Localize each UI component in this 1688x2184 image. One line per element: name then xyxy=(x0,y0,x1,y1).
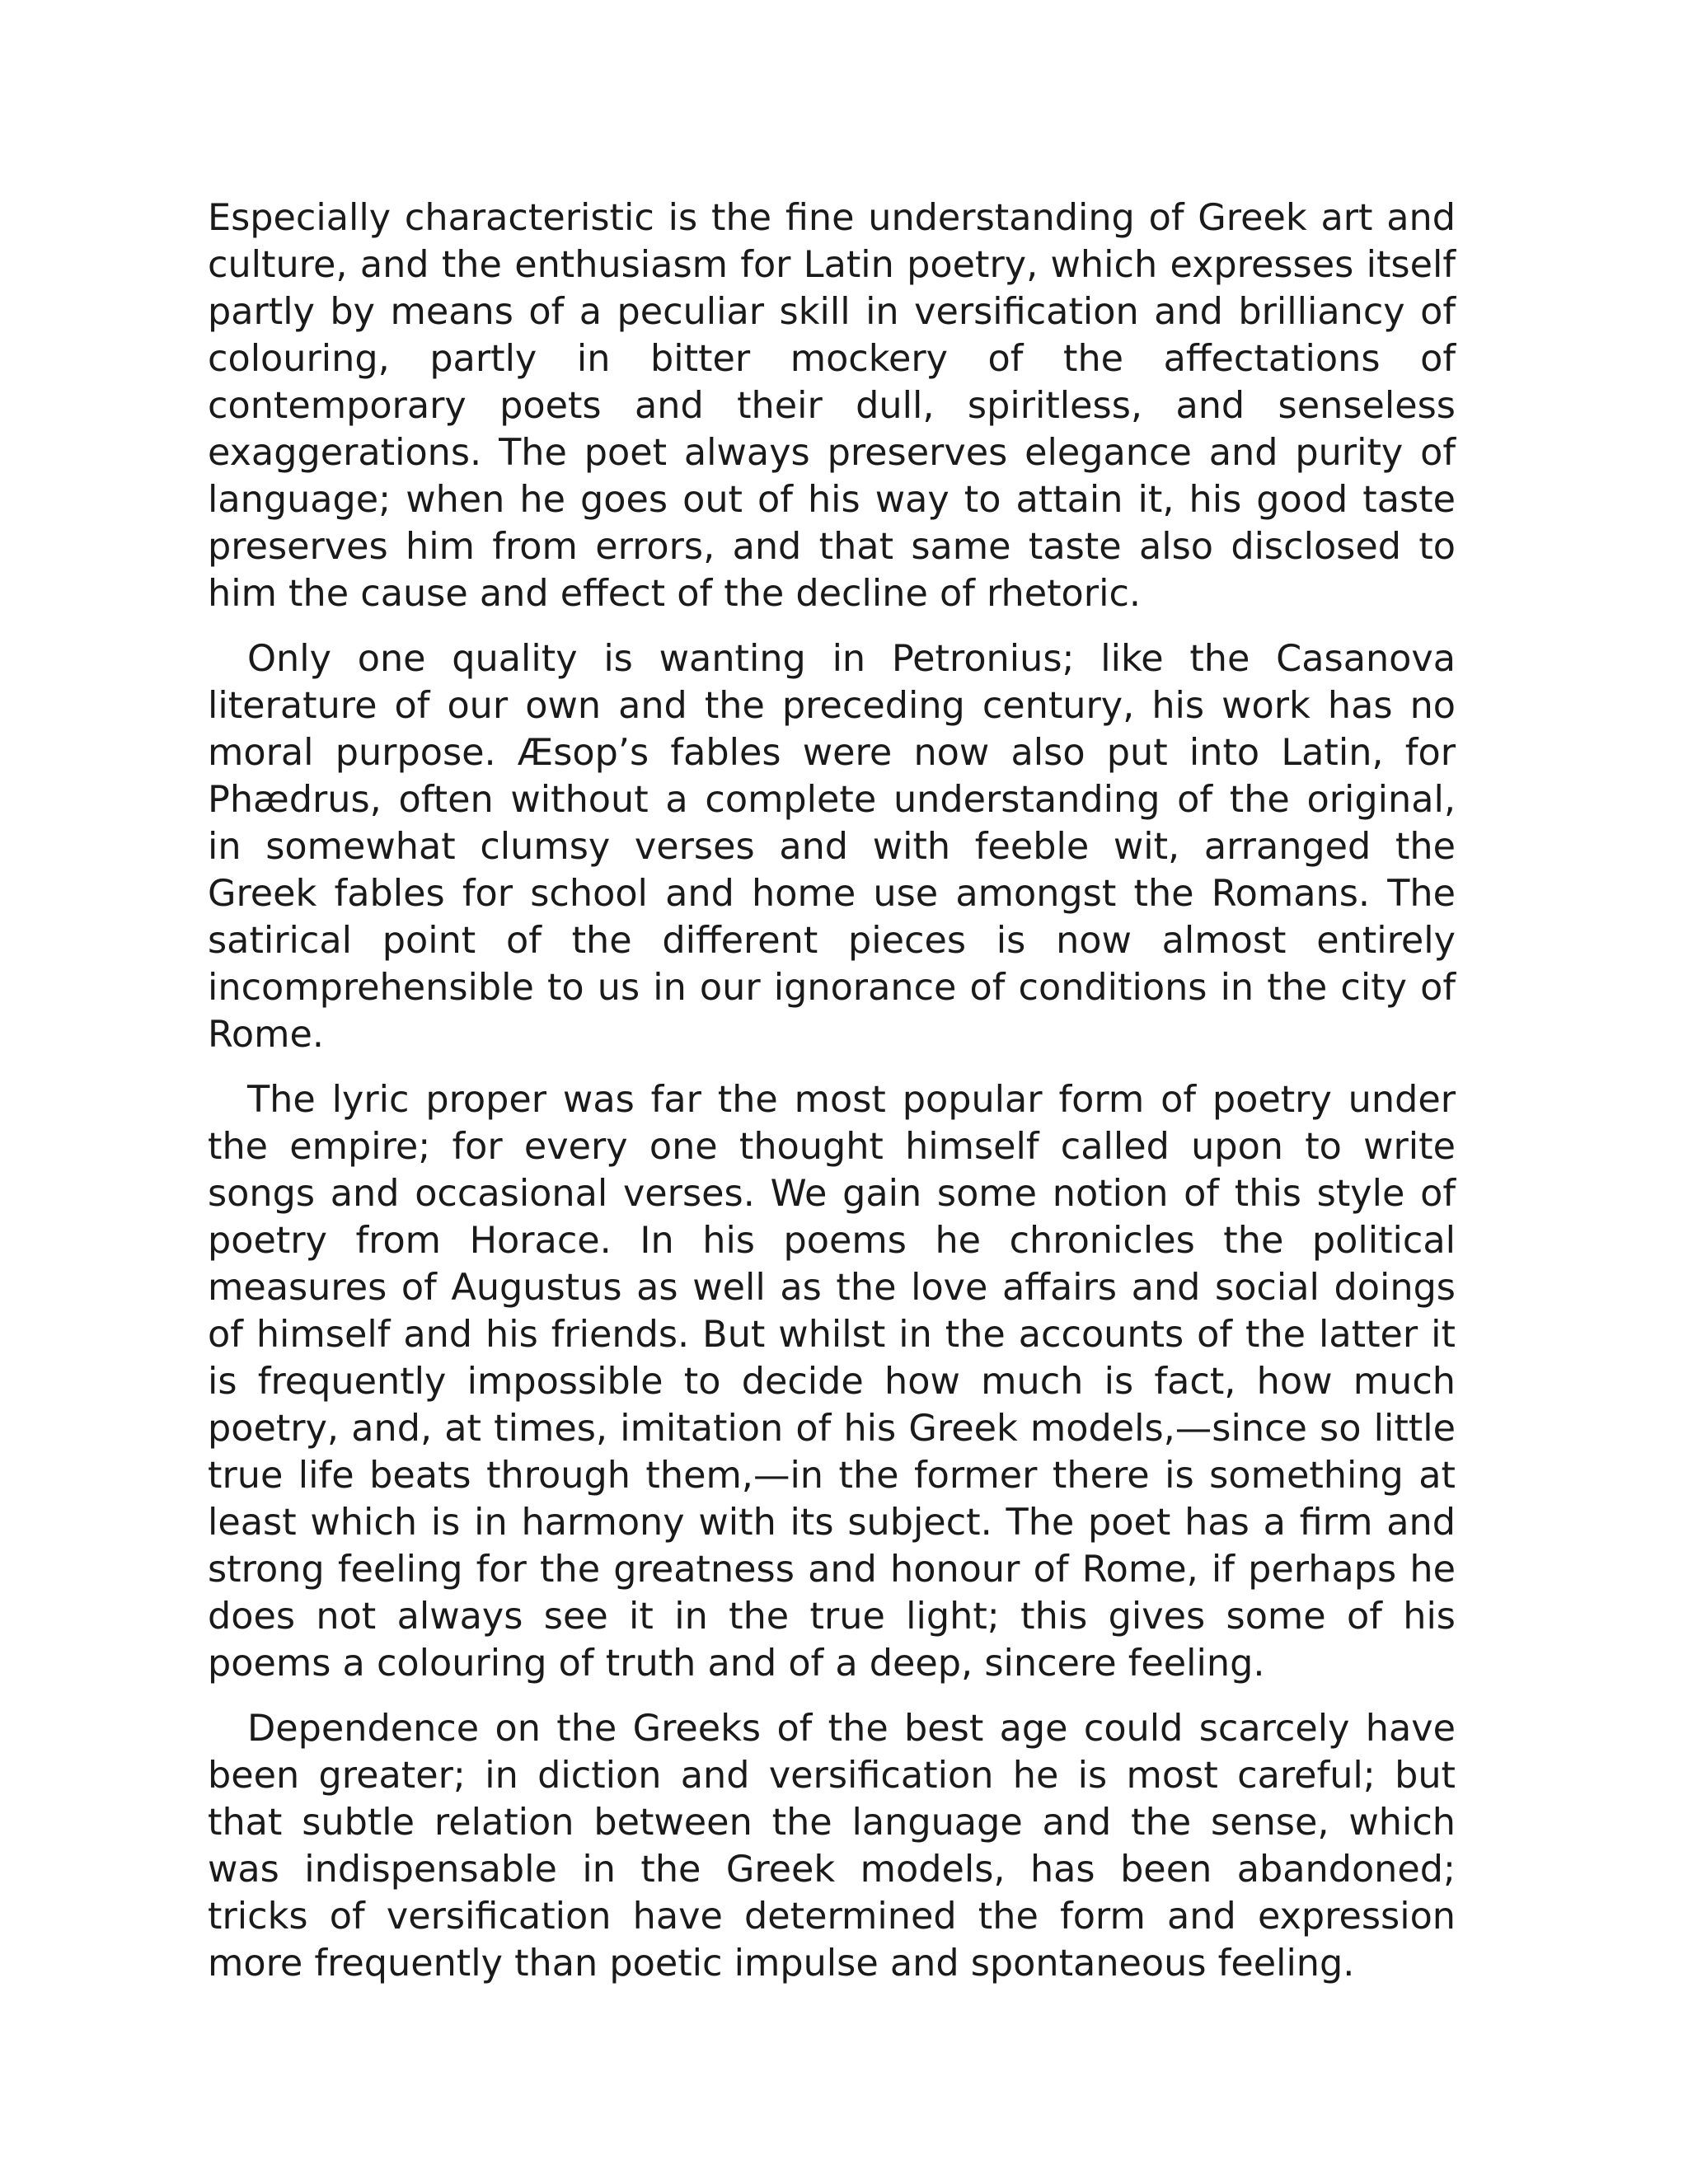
paragraph-2: Only one quality is wanting in Petronius; like the Casanova literature of our own and the preceding century, his work has no moral purpose. Æsop’s fables were now also put into Latin, for Phædrus, often without a complete understanding of the original, in somewhat clumsy verses and with feeble wit, arranged the Greek fables for school and home use amongst the Romans. The satirical point of the different pieces is now almost entirely incomprehensible to us in our ignorance of conditions in the city of Rome. xyxy=(208,638,1456,1056)
paragraph-4: Dependence on the Greeks of the best age could scarcely have been greater; in diction and versification he is most careful; but that subtle relation between the language and the sense, which was indispensable in the Greek models, has been abandoned; tricks of versification have determined the form and expression more frequently than poetic impulse and spontaneous feeling. xyxy=(208,1708,1456,1985)
paragraph-3: The lyric proper was far the most popular form of poetry under the empire; for every one thought himself called upon to write songs and occasional verses. We gain some notion of this style of poetry from Horace. In his poems he chronicles the political measures of Augustus as well as the love affairs and social doings of himself and his friends. But whilst in the accounts of the latter it is frequently impossible to decide how much is fact, how much poetry, and, at times, imitation of his Greek models,—since so little true life beats through them,—in the former there is something at least which is in harmony with its subject. The poet has a firm and strong feeling for the greatness and honour of Rome, if perhaps he does not always see it in the true light; this gives some of his poems a colouring of truth and of a deep, sincere feeling. xyxy=(208,1079,1456,1685)
document-page xyxy=(208,194,1456,2005)
paragraph-1: Especially characteristic is the fine understanding of Greek art and culture, and the enthusiasm for Latin poetry, which expresses itself partly by means of a peculiar skill in versification and brilliancy of colouring, partly in bitter mockery of the affectations of contemporary poets and their dull, spiritless, and senseless exaggerations. The poet always preserves elegance and purity of language; when he goes out of his way to attain it, his good taste preserves him from errors, and that same taste also disclosed to him the cause and effect of the decline of rhetoric. xyxy=(208,197,1456,615)
